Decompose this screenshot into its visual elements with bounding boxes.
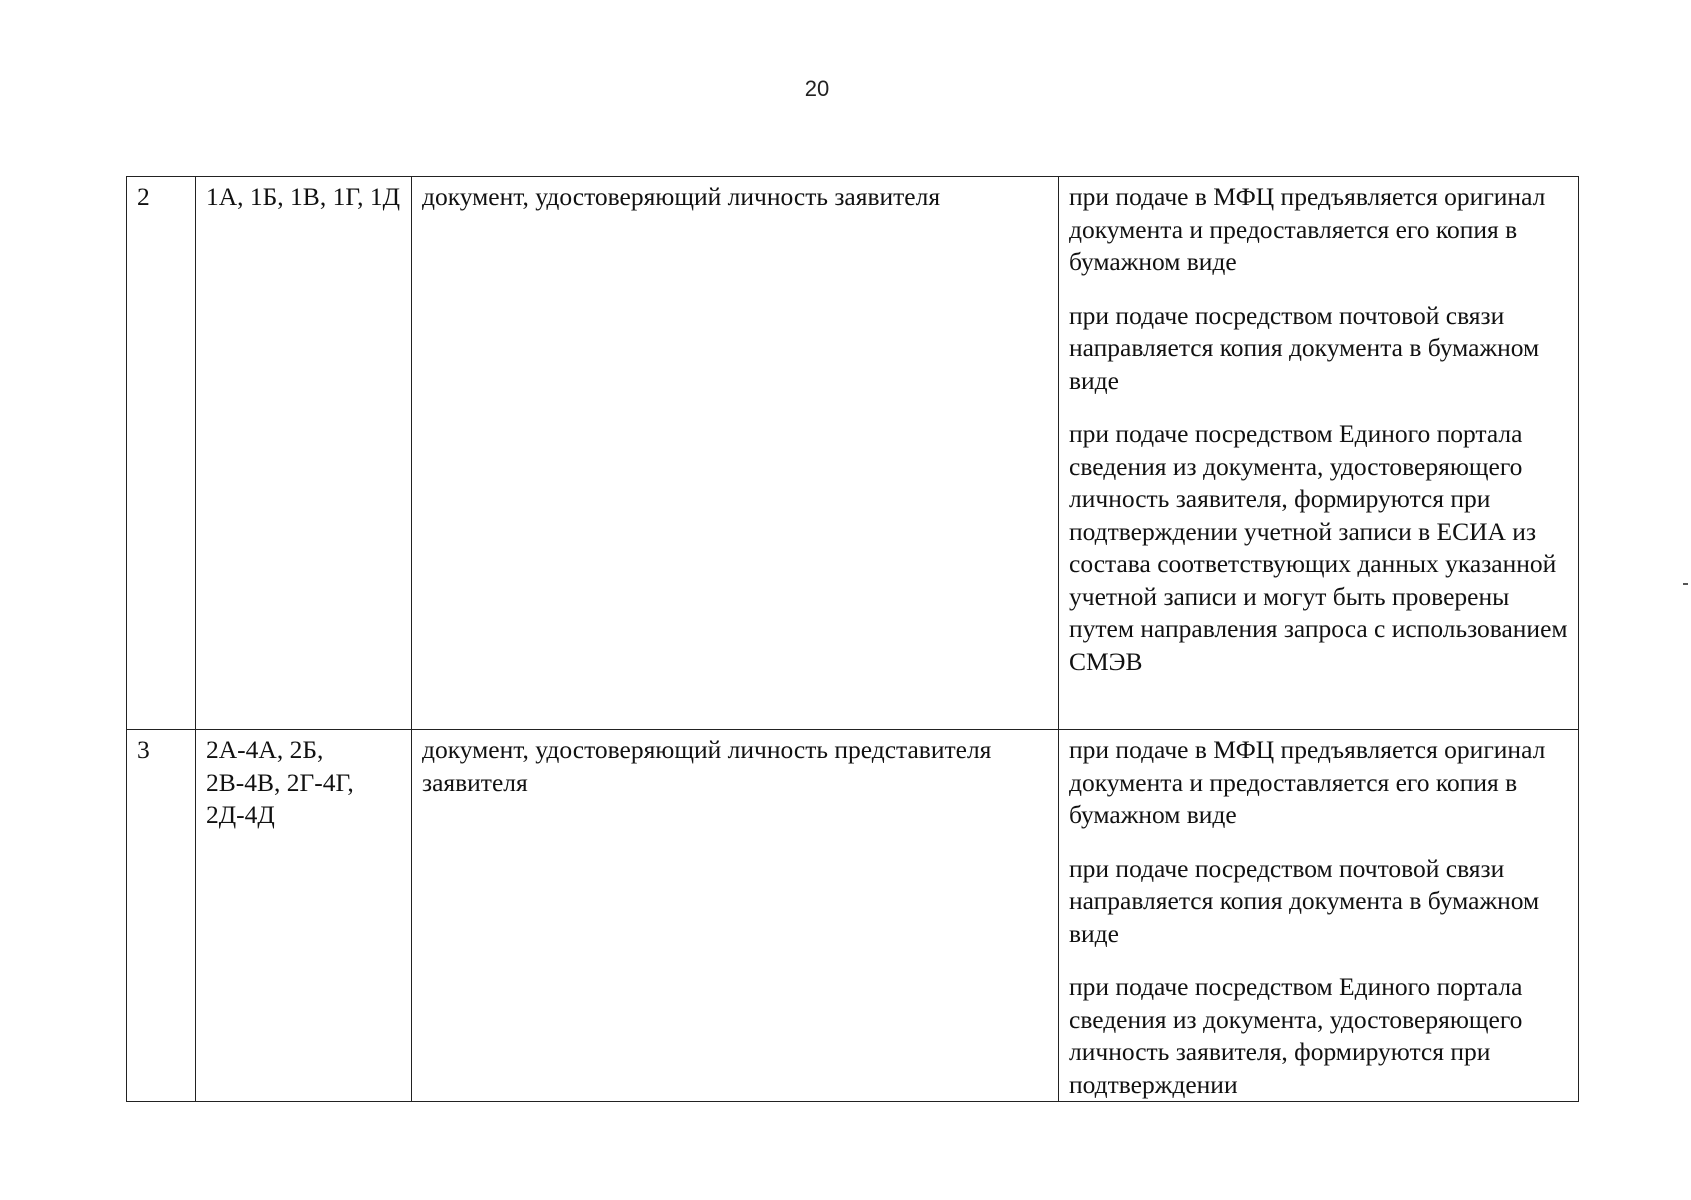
note-mfc: при подаче в МФЦ предъявляется оригинал документа и предоставляется его копия в бумажном виде: [1069, 182, 1546, 276]
applicant-codes: 2А-4А, 2Б, 2В-4В, 2Г-4Г, 2Д-4Д: [196, 730, 412, 1102]
applicant-codes: 1А, 1Б, 1В, 1Г, 1Д: [196, 177, 412, 730]
scan-mark: [1683, 583, 1688, 585]
note-post: при подаче посредством почтовой связи направляется копия документа в бумажном виде: [1069, 300, 1540, 395]
note-mfc: при подаче в МФЦ предъявляется оригинал документа и предоставляется его копия в бумажном виде: [1069, 735, 1546, 829]
note-post: при подаче посредством почтовой связи направляется копия документа в бумажном виде: [1069, 853, 1540, 948]
note-portal: при подаче посредством Единого портала сведения из документа, удостоверяющего личность заявителя, формируются при подтверждении учетной записи в ЕСИА из состава соответствующих данных указанной учетной записи и могут быть проверены путем направления запроса с использованием СМЭВ: [1069, 419, 1568, 676]
table-row: [127, 730, 1579, 1102]
submission-notes: [1059, 177, 1579, 730]
row-number: 3: [127, 730, 196, 1102]
requirements-table: [126, 176, 1579, 1102]
document-name: документ, удостоверяющий личность заявителя: [412, 177, 1059, 730]
document-name: документ, удостоверяющий личность представителя заявителя: [412, 730, 1059, 1102]
note-portal: при подаче посредством Единого портала сведения из документа, удостоверяющего личность заявителя, формируются при подтверждении: [1069, 972, 1523, 1099]
submission-notes: [1059, 730, 1579, 1102]
page-number: 20: [804, 76, 830, 101]
table-row: [127, 177, 1579, 730]
row-number: 2: [127, 177, 196, 730]
